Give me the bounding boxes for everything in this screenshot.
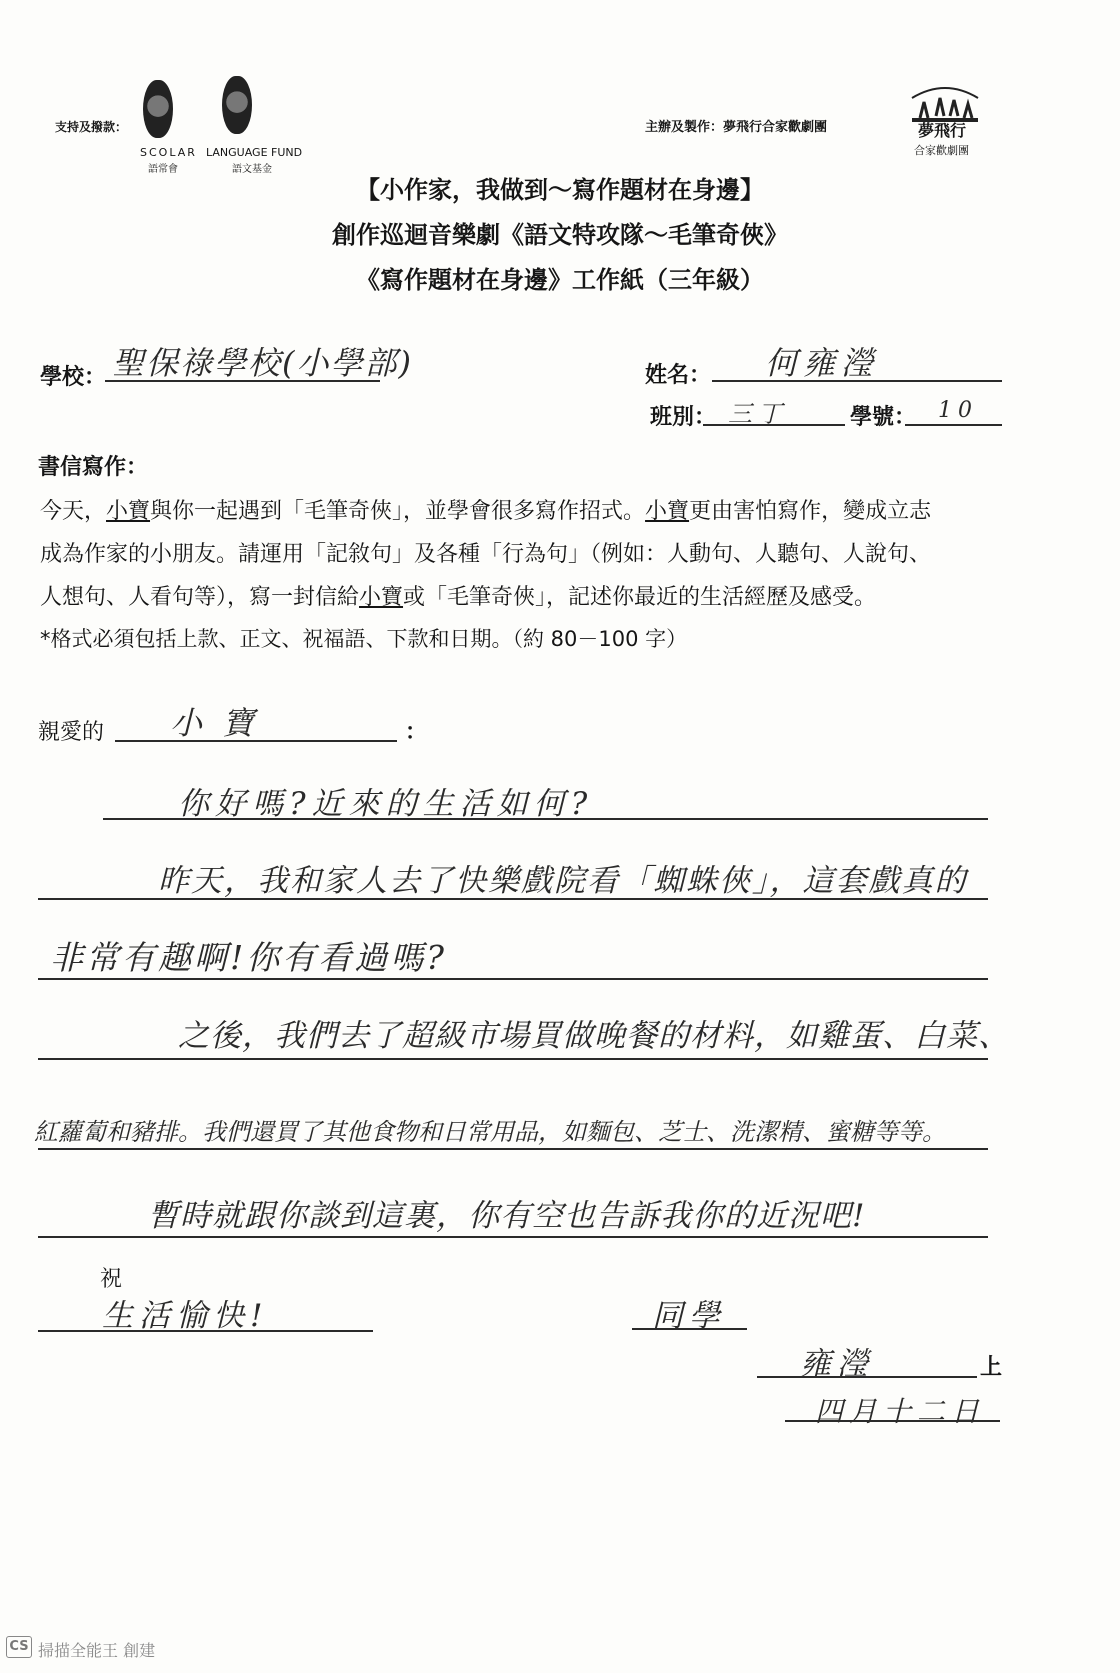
letter-rule-4 [38, 1058, 988, 1060]
letter-line-6: 暫時就跟你談到這裏，你有空也告訴我你的近況吧! [148, 1198, 866, 1234]
wish-value: 生活愉快! [102, 1298, 269, 1334]
greeting-colon: ： [405, 720, 428, 745]
signature-title-underline [632, 1328, 747, 1330]
date-underline [785, 1420, 1000, 1422]
number-label: 學號： [850, 405, 917, 430]
wish-label: 祝 [100, 1267, 123, 1292]
school-label: 學校： [40, 365, 107, 390]
instruction-line-3: 人想句、人看句等），寫一封信給小寶或「毛筆奇俠」，記述你最近的生活經歷及感受。 [40, 585, 877, 610]
letter-rule-3 [38, 978, 988, 980]
class-label: 班別： [650, 405, 717, 430]
class-value: 三丁 [728, 400, 788, 428]
support-label: 支持及撥款： [55, 120, 128, 134]
number-value: 10 [938, 398, 978, 423]
letter-rule-6 [38, 1236, 988, 1238]
letter-line-1: 你好嗎?近來的生活如何? [178, 786, 594, 822]
scanner-credit: 掃描全能王 創建 [38, 1641, 156, 1660]
troupe-name: 夢飛行 [918, 121, 967, 140]
signature-name: 雍瀅 [800, 1346, 874, 1382]
letter-date: 四月十二日 [815, 1395, 986, 1428]
recipient-name: 小寶 [170, 704, 275, 742]
instruction-line-1: 今天，小寶與你一起遇到「毛筆奇俠」，並學會很多寫作招式。小寶更由害怕寫作，變成立志 [40, 499, 932, 524]
name-value: 何雍瀅 [765, 344, 880, 382]
wish-underline [38, 1330, 373, 1332]
letter-line-5: 紅蘿蔔和豬排。我們還買了其他食物和日常用品，如麵包、芝士、洗潔精、蜜糖等等。 [34, 1118, 946, 1146]
section-heading: 書信寫作： [38, 455, 149, 480]
class-underline [703, 424, 845, 426]
instruction-line-2: 成為作家的小朋友。請運用「記敘句」及各種「行為句」（例如：人動句、人聽句、人說句、 [40, 542, 932, 567]
letter-rule-2 [38, 898, 988, 900]
language-fund-name: LANGUAGE FUND [206, 146, 303, 159]
recipient-underline [115, 740, 397, 742]
letter-rule-5 [38, 1148, 988, 1150]
troupe-sub: 合家歡劇團 [914, 144, 969, 157]
name-underline [712, 380, 1002, 382]
title-line-2: 創作巡迴音樂劇《語文特攻隊～毛筆奇俠》 [332, 221, 788, 249]
scolar-name: SCOLAR [140, 146, 197, 159]
signature-title: 同學 [652, 1298, 726, 1334]
organizer-label: 主辦及製作：夢飛行合家歡劇團 [645, 120, 828, 135]
title-line-3: 《寫作題材在身邊》工作紙（三年級） [356, 266, 764, 294]
letter-line-4: 之後，我們去了超級市場買做晚餐的材料，如雞蛋、白菜、 [178, 1018, 1010, 1054]
language-fund-logo [222, 76, 252, 134]
camscanner-logo: CS [6, 1636, 32, 1658]
instruction-line-4: *格式必須包括上款、正文、祝福語、下款和日期。（約 80－100 字） [40, 627, 688, 651]
name-label: 姓名： [645, 363, 712, 388]
letter-rule-1 [103, 818, 988, 820]
signature-suffix: 上 [980, 1355, 1003, 1380]
number-underline [905, 424, 1002, 426]
greeting-label: 親愛的 [38, 720, 105, 745]
letter-line-3: 非常有趣啊!你有看過嗎? [50, 938, 447, 977]
school-underline [105, 380, 380, 382]
signature-name-underline [757, 1376, 977, 1378]
scolar-logo [143, 80, 173, 138]
school-value: 聖保祿學校(小學部) [112, 344, 413, 382]
scolar-sub: 語常會 [148, 164, 178, 175]
letter-line-2: 昨天，我和家人去了快樂戲院看「蜘蛛俠」，這套戲真的 [158, 863, 968, 899]
language-fund-sub: 語文基金 [232, 164, 272, 175]
title-line-1: 【小作家，我做到～寫作題材在身邊】 [356, 176, 764, 204]
